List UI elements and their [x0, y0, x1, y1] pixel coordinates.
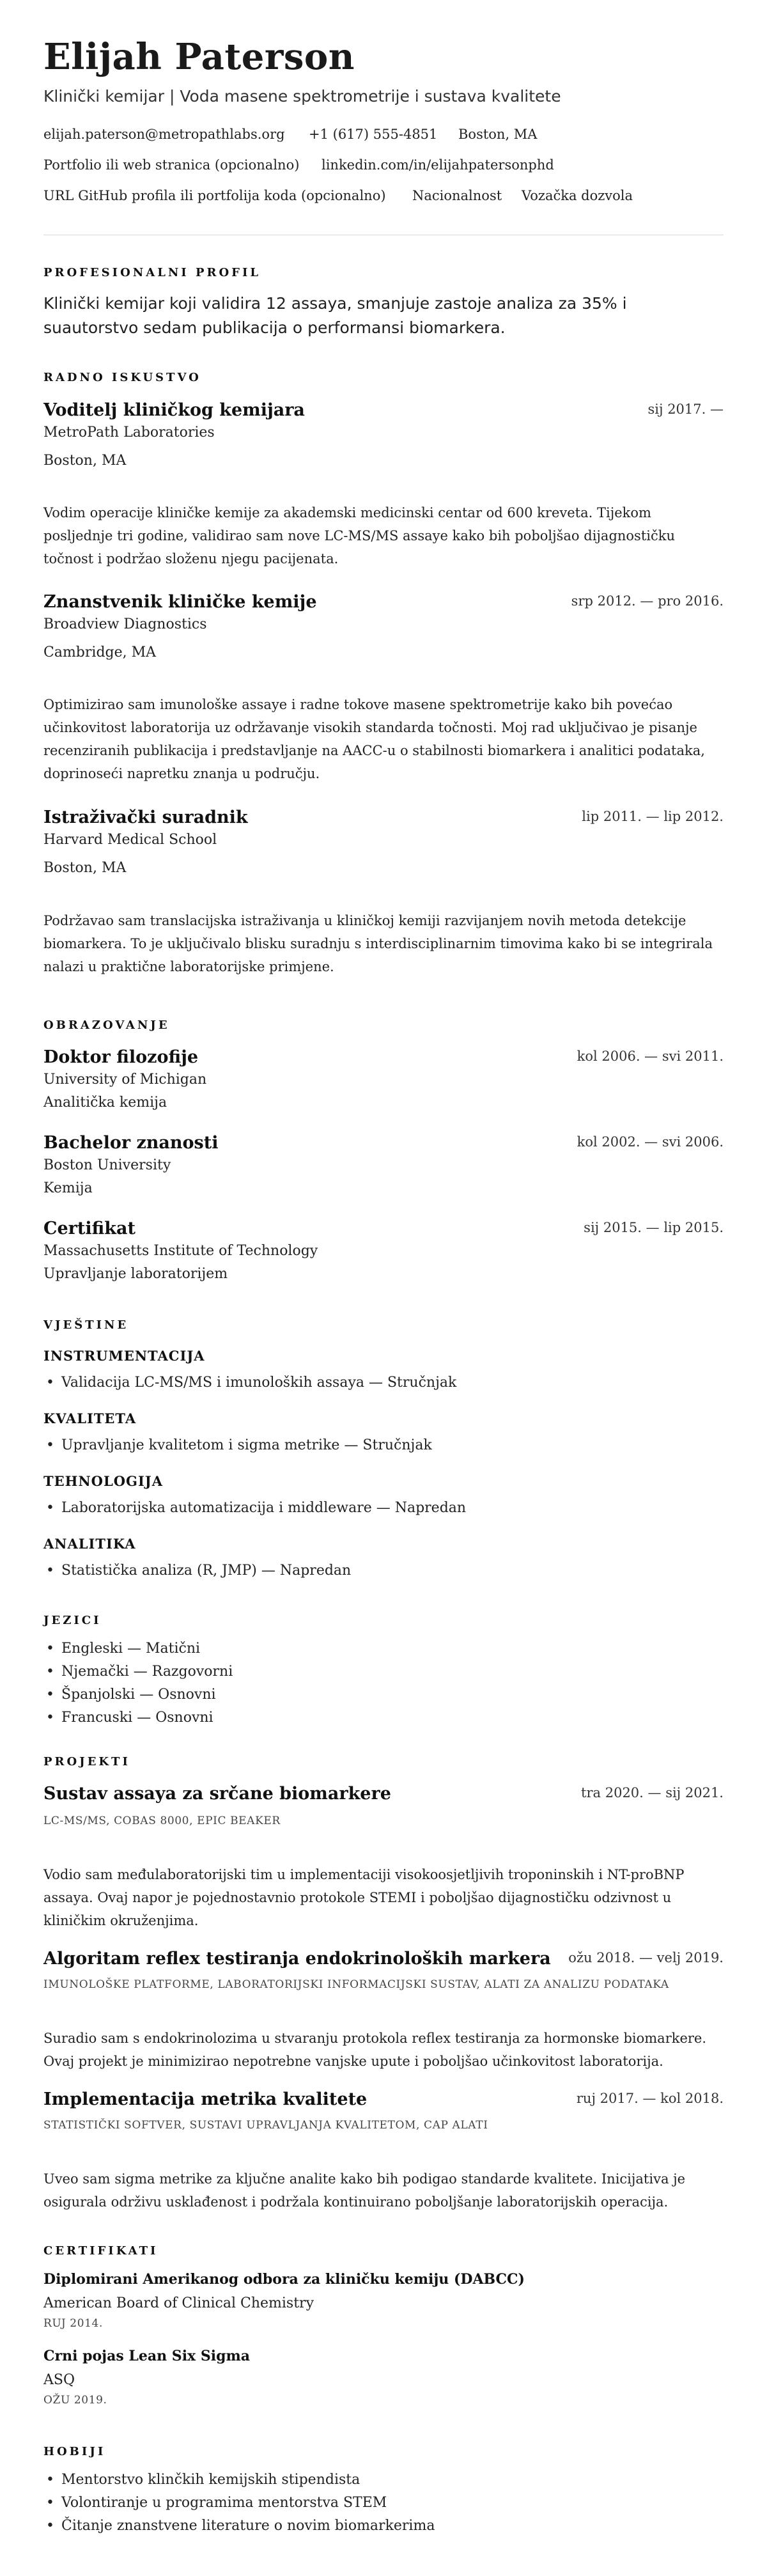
skill-item: • Validacija LC-MS/MS i imunoloških assaya — Stručnjak [43, 1375, 456, 1391]
education-degree: Bachelor znanosti [43, 1133, 219, 1153]
language-item: • Njemački — Razgovorni [43, 1664, 233, 1680]
profile-summary: Klinički kemijar koji validira 12 assaya, smanjuje zastoje analiza za 35% i suautorstvo sedam publikacija o performansi biomarkera. [43, 294, 627, 337]
contact-location: Boston, MA [458, 127, 538, 142]
education-dates: kol 2006. — svi 2011. [577, 1049, 724, 1064]
job-title: Istraživački suradnik [43, 808, 248, 827]
contact-license: Vozačka dozvola [522, 188, 633, 203]
skill-item: • Laboratorijska automatizacija i middleware — Napredan [43, 1500, 466, 1516]
education-dates: sij 2015. — lip 2015. [584, 1220, 724, 1235]
skill-group-title: TEHNOLOGIJA [43, 1473, 164, 1489]
job-title: Voditelj kliničkog kemijara [43, 400, 305, 420]
job-description: Podržavao sam translacijska istraživanja u kliničkoj kemiji razvijanjem novih metoda detekcije biomarkera. To je uključivalo blisku suradnju s interdisciplinarnim timovima kako bi se integrirala nalazi u praktične laboratorijske primjene. [43, 913, 713, 974]
education-degree: Doktor filozofije [43, 1047, 199, 1067]
hobby-item: • Čitanje znanstvene literature o novim biomarkerima [43, 2518, 435, 2534]
language-item: • Španjolski — Osnovni [43, 1687, 216, 1703]
skill-item: • Upravljanje kvalitetom i sigma metrike — Stručnjak [43, 1437, 432, 1453]
language-item: • Francuski — Osnovni [43, 1710, 213, 1726]
contact-nationality: Nacionalnost [412, 188, 502, 203]
job-dates: srp 2012. — pro 2016. [571, 593, 724, 609]
section-title-languages: JEZICI [43, 1614, 102, 1627]
education-school: University of Michigan [43, 1072, 207, 1088]
candidate-name: Elijah Paterson [43, 36, 355, 78]
certificate-issuer: ASQ [43, 2372, 75, 2388]
skill-group-title: KVALITETA [43, 1410, 137, 1426]
candidate-subtitle: Klinički kemijar | Voda masene spektrometrije i sustava kvalitete [43, 87, 561, 105]
education-school: Boston University [43, 1157, 171, 1173]
project-dates: ruj 2017. — kol 2018. [576, 2091, 724, 2106]
certificate-title: Crni pojas Lean Six Sigma [43, 2348, 250, 2364]
job-title: Znanstvenik kliničke kemije [43, 592, 317, 612]
job-location: Boston, MA [43, 453, 127, 469]
skill-group-title: INSTRUMENTACIJA [43, 1348, 205, 1364]
certificate-date: RUJ 2014. [43, 2317, 103, 2330]
skill-item: • Statistička analiza (R, JMP) — Napredan [43, 1563, 351, 1579]
education-field: Analitička kemija [43, 1095, 167, 1111]
job-org: Harvard Medical School [43, 832, 217, 848]
job-description: Optimizirao sam imunološke assaye i radne tokove masene spektrometrije kako bih povećao učinkovitost laboratorija uz održavanje visokih standarda točnosti. Moj rad uključivao je pisanje recenziranih publikacija i predstavljanje na AACC-u o stabilnosti biomarkera i analitici podataka, doprinoseći napretku znanja u području. [43, 697, 705, 781]
section-title-projects: PROJEKTI [43, 1755, 130, 1768]
job-location: Boston, MA [43, 860, 127, 876]
hobby-item: • Mentorstvo klinčkih kemijskih stipendista [43, 2472, 360, 2488]
language-item: • Engleski — Matični [43, 1641, 200, 1657]
project-description: Uveo sam sigma metrike za ključne analite kako bih podigao standarde kvalitete. Inicijativa je osigurala održivu usklađenost i podržala kontinuirano poboljšanje laboratorijskih operacija. [43, 2171, 686, 2210]
project-description: Suradio sam s endokrinolozima u stvaranju protokola reflex testiranja za hormonske biomarkere. Ovaj projekt je minimizirao nepotrebne vanjske upute i poboljšao učinkovitost laboratorija. [43, 2031, 707, 2069]
project-dates: tra 2020. — sij 2021. [581, 1785, 724, 1800]
job-location: Cambridge, MA [43, 644, 157, 660]
education-field: Kemija [43, 1180, 93, 1196]
section-title-certificates: CERTIFIKATI [43, 2244, 159, 2258]
certificate-title: Diplomirani Amerikanog odbora za kliničku kemiju (DABCC) [43, 2271, 525, 2288]
job-dates: sij 2017. — [647, 402, 724, 417]
education-degree: Certifikat [43, 1219, 136, 1238]
contact-phone[interactable]: +1 (617) 555-4851 [309, 127, 438, 142]
section-title-education: OBRAZOVANJE [43, 1019, 170, 1032]
education-school: Massachusetts Institute of Technology [43, 1243, 318, 1259]
education-field: Upravljanje laboratorijem [43, 1266, 228, 1282]
section-title-hobbies: HOBIJI [43, 2445, 106, 2458]
contact-portfolio[interactable]: Portfolio ili web stranica (opcionalno) [43, 157, 300, 173]
project-title: Sustav assaya za srčane biomarkere [43, 1784, 391, 1804]
education-dates: kol 2002. — svi 2006. [577, 1134, 724, 1150]
skill-group-title: ANALITIKA [43, 1536, 136, 1552]
section-title-skills: VJEŠTINE [43, 1318, 129, 1332]
project-title: Algoritam reflex testiranja endokrinoloških markera [43, 1949, 551, 1969]
project-tech: LC-MS/MS, COBAS 8000, EPIC BEAKER [43, 1815, 281, 1827]
contact-email[interactable]: elijah.paterson@metropathlabs.org [43, 127, 285, 142]
job-dates: lip 2011. — lip 2012. [582, 809, 724, 824]
job-org: Broadview Diagnostics [43, 616, 207, 632]
project-description: Vodio sam međulaboratorijski tim u implementaciji visokoosjetljivih troponinskih i NT-proBNP assaya. Ovaj napor je pojednostavnio protokole STEMI i poboljšao dijagnostičku odzivnost u kliničkim okruženjima. [43, 1867, 685, 1928]
section-title-experience: RADNO ISKUSTVO [43, 371, 201, 384]
job-org: MetroPath Laboratories [43, 425, 215, 441]
contact-github[interactable]: URL GitHub profila ili portfolija koda (opcionalno) [43, 188, 386, 203]
contact-linkedin[interactable]: linkedin.com/in/elijahpatersonphd [322, 157, 554, 173]
section-title-profile: PROFESIONALNI PROFIL [43, 266, 261, 279]
certificate-date: OŽU 2019. [43, 2394, 107, 2407]
project-title: Implementacija metrika kvalitete [43, 2089, 368, 2109]
hobby-item: • Volontiranje u programima mentorstva STEM [43, 2495, 387, 2511]
project-tech: STATISTIČKI SOFTVER, SUSTAVI UPRAVLJANJA KVALITETOM, CAP ALATI [43, 2119, 488, 2132]
certificate-issuer: American Board of Clinical Chemistry [43, 2295, 314, 2311]
project-tech: IMUNOLOŠKE PLATFORME, LABORATORIJSKI INFORMACIJSKI SUSTAV, ALATI ZA ANALIZU PODATAKA [43, 1978, 669, 1991]
project-dates: ožu 2018. — velj 2019. [568, 1950, 724, 1965]
job-description: Vodim operacije kliničke kemije za akademski medicinski centar od 600 kreveta. Tijekom posljednje tri godine, validirao sam nove LC-MS/MS assaye kako bih poboljšao dijagnostičku točnost i podržao složenu njegu pacijenata. [43, 505, 675, 566]
